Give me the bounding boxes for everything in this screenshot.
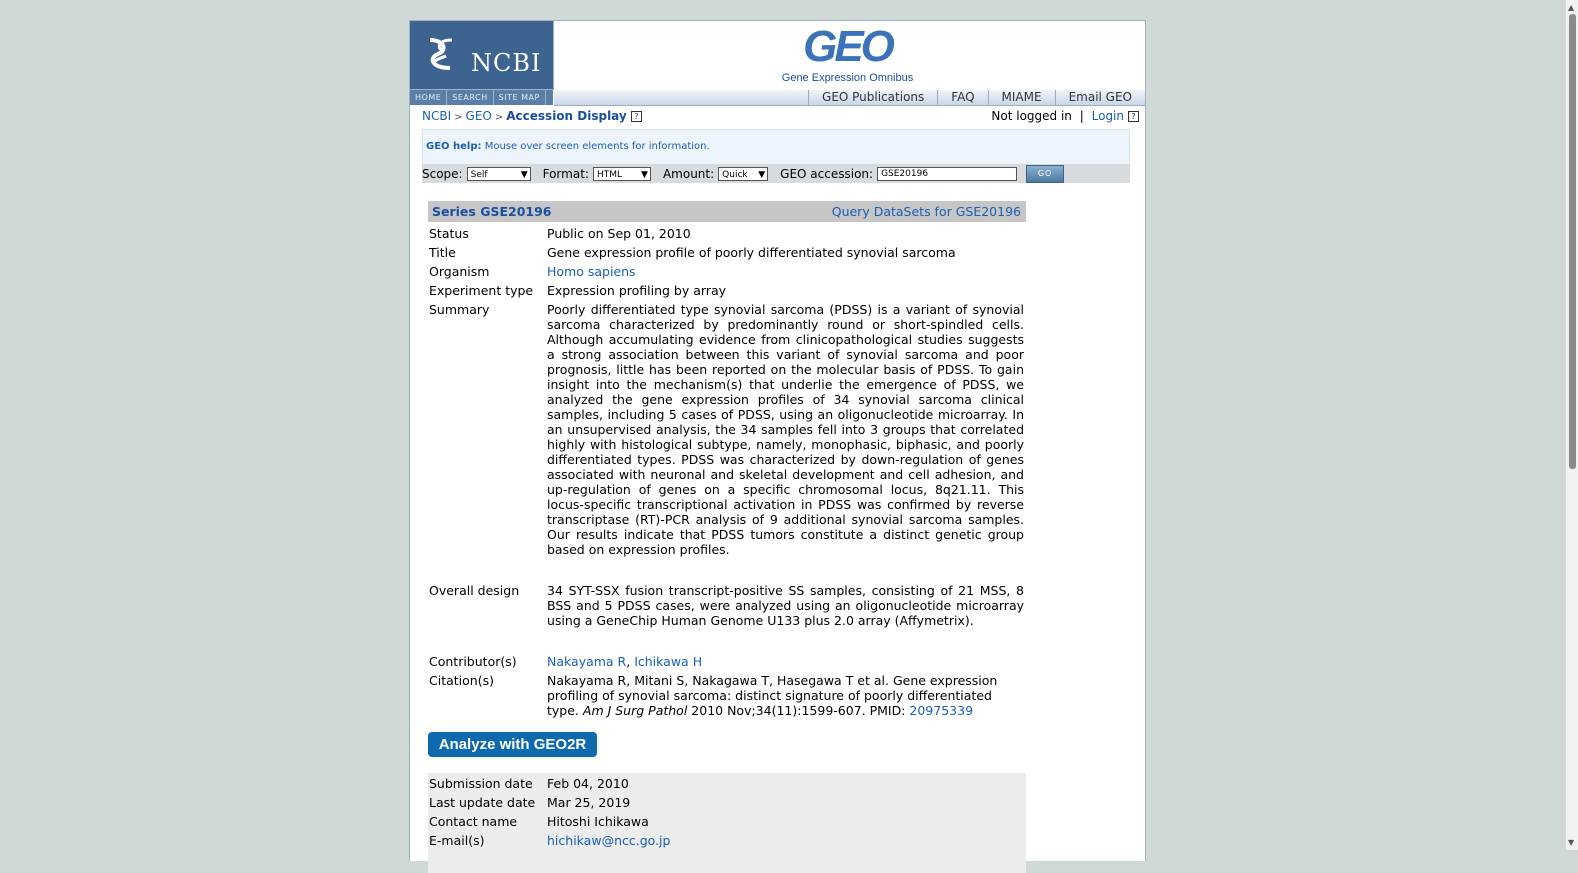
dna-helix-icon — [424, 34, 462, 74]
series-header — [428, 201, 1026, 222]
vertical-scrollbar[interactable] — [1566, 0, 1578, 850]
ncbi-logo[interactable] — [410, 21, 554, 90]
nav-geo-publications-link[interactable]: GEO Publications — [808, 90, 937, 105]
summary-value: Poorly differentiated type synovial sarcoma (PDSS) is a variant of synovial sarcoma characterized by predominantly round or short-spindled cells. Although accumulating evidence from clinicopathological studies suggests a strong association between this variant of synovial sarcoma and poor prognosis, little has been reported on the molecular basis of PDSS. To gain insight into the mechanism(s) that underlie the emergence of PDSS, we analyzed the gene expression profiles of 34 synovial sarcoma clinical samples, including 5 cases of PDSS, using an oligonucleotide microarray. In an unsupervised analysis, the 34 samples fell into 3 groups that correlated highly with histological subtype, namely, monophasic, biphasic, and poorly differentiated types. PDSS was characterized by down-regulation of genes associated with neuronal and skeletal development and cell adhesion, and up-regulation of genes on a specific chromosomal locus, 8q21.11. This locus-specific transcriptional activation in PDSS was confirmed by reverse transcriptase (RT)-PCR analysis of 9 additional synovial sarcoma samples. Our results indicate that PDSS tumors constitute a distinct genetic group based on expression profiles. — [547, 302, 1024, 557]
query-bar — [422, 164, 1130, 183]
contributor-link[interactable]: Ichikawa H — [634, 654, 703, 669]
login-divider: | — [1079, 109, 1084, 123]
table-row — [428, 793, 1026, 812]
organism-link[interactable]: Homo sapiens — [547, 264, 636, 279]
ncbi-nav-bar — [410, 90, 553, 105]
table-row — [428, 262, 1026, 281]
page-container — [409, 20, 1146, 861]
accession-input[interactable] — [877, 167, 1017, 181]
format-select[interactable] — [593, 167, 651, 181]
help-icon[interactable]: ? — [631, 111, 642, 122]
last-update-label: Last update date — [429, 795, 536, 810]
help-icon[interactable]: ? — [1128, 111, 1139, 122]
chevron-down-icon: ▼ — [520, 169, 528, 180]
submission-info — [428, 773, 1026, 873]
ncbi-logo-text: NCBI — [471, 49, 542, 77]
table-row — [428, 300, 1026, 559]
scope-label: Scope: — [422, 166, 463, 181]
geo-help-box — [422, 129, 1130, 165]
help-text: Mouse over screen elements for information. — [484, 141, 710, 152]
series-title: Series GSE20196 — [432, 204, 552, 219]
table-row — [428, 812, 1026, 831]
breadcrumb-separator: > — [494, 112, 504, 123]
pmid-link[interactable]: 20975339 — [909, 703, 974, 718]
overall-design-label: Overall design — [429, 583, 520, 598]
scope-select[interactable] — [467, 167, 531, 181]
submission-date-value: Feb 04, 2010 — [547, 776, 629, 791]
breadcrumb-geo-link[interactable]: GEO — [465, 109, 492, 123]
table-row — [428, 224, 1026, 243]
table-row — [428, 652, 1026, 671]
title-value: Gene expression profile of poorly differentiated synovial sarcoma — [547, 245, 956, 260]
table-row — [428, 671, 1026, 720]
amount-label: Amount: — [662, 166, 715, 181]
geo-nav-bar — [554, 90, 1145, 106]
breadcrumb — [422, 109, 642, 123]
geo-tagline: Gene Expression Omnibus — [781, 72, 914, 84]
table-row — [428, 774, 1026, 793]
format-value: HTML — [596, 169, 622, 180]
contributor-separator: , — [626, 654, 635, 669]
nav-sitemap-link[interactable]: SITE MAP — [494, 90, 546, 105]
organism-label: Organism — [429, 264, 490, 279]
title-label: Title — [429, 245, 456, 260]
help-label: GEO help: — [426, 141, 482, 152]
email-link[interactable]: hichikaw@ncc.go.jp — [547, 833, 671, 848]
citation-journal: Am J Surg Pathol — [582, 703, 688, 718]
contact-name-value: Hitoshi Ichikawa — [547, 814, 649, 829]
nav-faq-link[interactable]: FAQ — [937, 90, 987, 105]
login-area — [991, 109, 1139, 123]
nav-home-link[interactable]: HOME — [410, 90, 447, 105]
experiment-type-value: Expression profiling by array — [547, 283, 727, 298]
login-status: Not logged in — [991, 109, 1072, 123]
nav-miame-link[interactable]: MIAME — [988, 90, 1055, 105]
login-link[interactable]: Login — [1091, 109, 1124, 123]
query-datasets-link[interactable]: Query DataSets for GSE20196 — [831, 204, 1021, 219]
table-row — [428, 243, 1026, 262]
contributors-label: Contributor(s) — [429, 654, 517, 669]
breadcrumb-ncbi-link[interactable]: NCBI — [422, 109, 452, 123]
experiment-type-label: Experiment type — [429, 283, 534, 298]
scroll-down-icon[interactable]: ▼ — [1568, 838, 1575, 847]
accession-label: GEO accession: — [780, 166, 874, 181]
geo-logo-text: GEO — [803, 22, 892, 71]
citations-label: Citation(s) — [429, 673, 494, 688]
analyze-with-geo2r-button[interactable]: Analyze with GEO2R — [428, 732, 597, 757]
overall-design-value: 34 SYT-SSX fusion transcript-positive SS samples, consisting of 21 MSS, 8 BSS and 5 PDSS cases, were analyzed using an oligonucleotide microarray using a GeneChip Human Genome U133 plus 2.0 array (Affymetrix). — [547, 583, 1024, 628]
breadcrumb-current: Accession Display — [506, 109, 627, 123]
last-update-value: Mar 25, 2019 — [547, 795, 631, 810]
nav-email-geo-link[interactable]: Email GEO — [1055, 90, 1145, 105]
summary-label: Summary — [429, 302, 490, 317]
status-label: Status — [429, 226, 469, 241]
citation-details: 2010 Nov;34(11):1599-607. PMID: — [687, 703, 910, 718]
breadcrumb-separator: > — [454, 112, 463, 123]
table-row — [428, 831, 1026, 850]
status-value: Public on Sep 01, 2010 — [547, 226, 691, 241]
format-label: Format: — [542, 166, 589, 181]
submission-table — [428, 774, 1026, 850]
contact-name-label: Contact name — [429, 814, 518, 829]
email-label: E-mail(s) — [429, 833, 485, 848]
go-button[interactable]: GO — [1026, 165, 1064, 183]
amount-value: Quick — [722, 169, 748, 180]
chevron-down-icon: ▼ — [641, 169, 648, 180]
table-row — [428, 581, 1026, 630]
geo-logo[interactable] — [780, 22, 915, 87]
chevron-down-icon: ▼ — [758, 169, 766, 180]
amount-select[interactable] — [718, 167, 768, 181]
scope-value: Self — [470, 169, 488, 180]
series-details-table — [428, 224, 1026, 720]
nav-search-link[interactable]: SEARCH — [447, 90, 493, 105]
citation-text: Nakayama R, Mitani S, Nakagawa T, Hasegawa T et al. Gene expression profiling of synovial sarcoma: distinct signature of poorly differentiated type. — [547, 673, 998, 718]
scroll-up-icon[interactable]: ▲ — [1568, 3, 1575, 12]
contributor-link[interactable]: Nakayama R — [547, 654, 627, 669]
scrollbar-thumb[interactable] — [1569, 14, 1576, 469]
submission-date-label: Submission date — [429, 776, 533, 791]
table-row — [428, 281, 1026, 300]
